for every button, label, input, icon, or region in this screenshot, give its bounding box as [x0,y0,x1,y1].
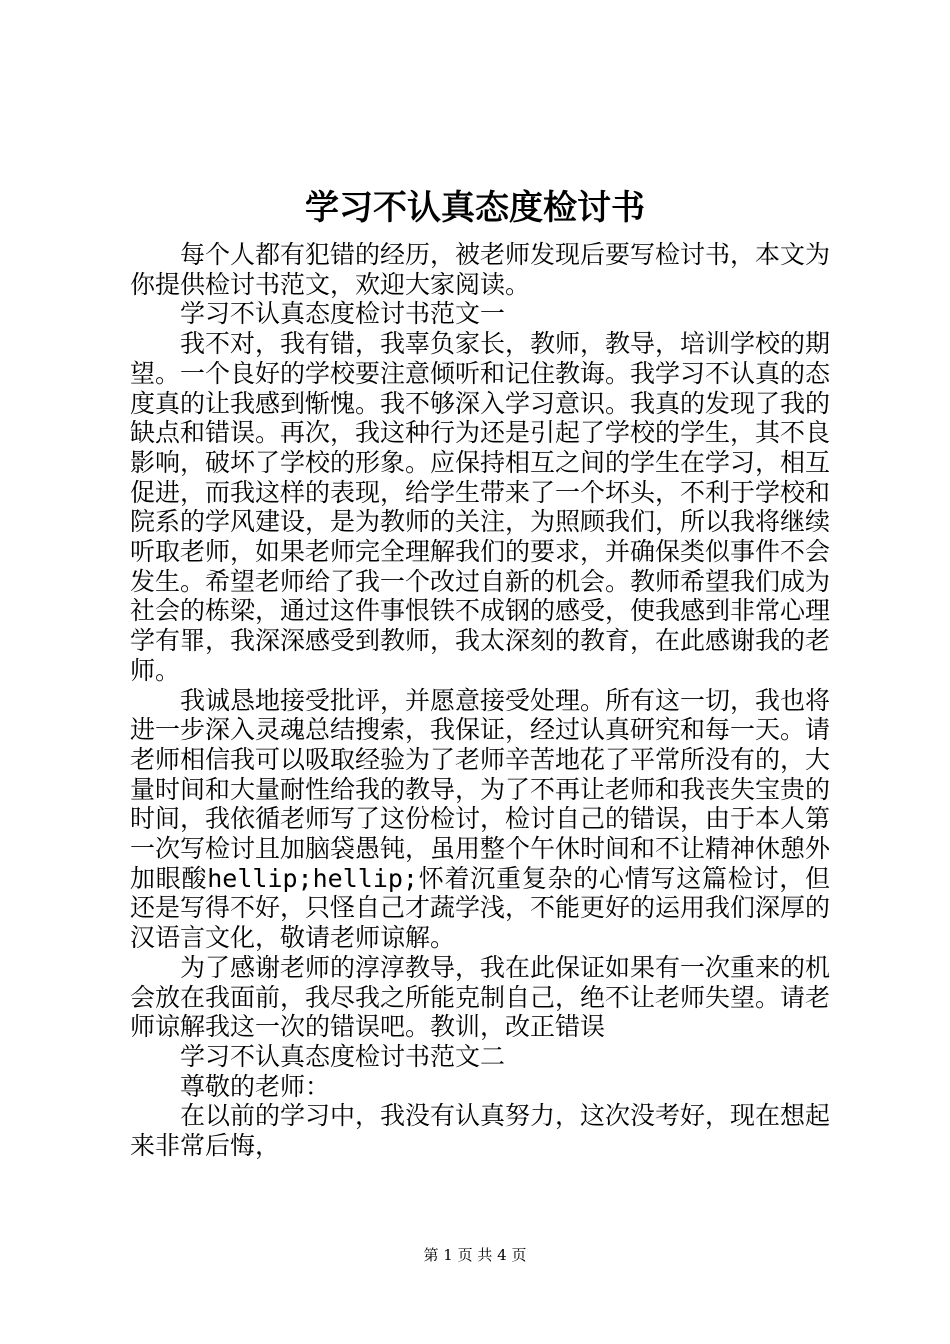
section-heading-1: 学习不认真态度检讨书范文一 [180,299,506,329]
paragraph: 我诚恳地接受批评，并愿意接受处理。所有这一切，我也将进一步深入灵魂总结搜索，我保证，经过认真研究和每一天。请老师相信我可以吸取经验为了老师辛苦地花了平常所没有的，大量时间和大量耐性给我的教导，为了不再让老师和我丧失宝贵的时间，我依循老师写了这份检讨，检讨自己的错误，由于本人第一次写检讨且加脑袋愚钝，虽用整个午休时间和不让精神休憩外加眼酸hellip;hellip;怀着沉重复杂的心情写这篇检讨，但还是写得不好，只怪自己才蔬学浅，不能更好的运用我们深厚的汉语言文化，敬请老师谅解。 [130,685,831,953]
page-footer: 第 1 页 共 4 页 [423,1246,527,1264]
paragraph: 我不对，我有错，我辜负家长，教师，教导，培训学校的期望。一个良好的学校要注意倾听和记住教诲。我学习不认真的态度真的让我感到惭愧。我不够深入学习意识。我真的发现了我的缺点和错误。再次，我这种行为还是引起了学校的学生，其不良影响，破坏了学校的形象。应保持相互之间的学生在学习，相互促进，而我这样的表现，给学生带来了一个坏头，不利于学校和院系的学风建设，是为教师的关注，为照顾我们，所以我将继续听取老师，如果老师完全理解我们的要求，并确保类似事件不会发生。希望老师给了我一个改过自新的机会。教师希望我们成为社会的栋梁，通过这件事恨铁不成钢的感受，使我感到非常心理学有罪，我深深感受到教师，我太深刻的教育，在此感谢我的老师。 [130,329,831,685]
paragraph: 为了感谢老师的淳淳教导，我在此保证如果有一次重来的机会放在我面前，我尽我之所能克制自己，绝不让老师失望。请老师谅解我这一次的错误吧。教训，改正错误 [130,952,831,1042]
paragraph-intro: 每个人都有犯错的经历，被老师发现后要写检讨书，本文为你提供检讨书范文，欢迎大家阅读。 [130,240,831,299]
document-title: 学习不认真态度检讨书 [305,188,645,228]
section-heading-2: 学习不认真态度检讨书范文二 [180,1041,506,1071]
document-body [130,240,830,1161]
paragraph: 在以前的学习中，我没有认真努力，这次没考好，现在想起来非常后悔， [130,1101,831,1161]
salutation: 尊敬的老师： [180,1071,331,1101]
